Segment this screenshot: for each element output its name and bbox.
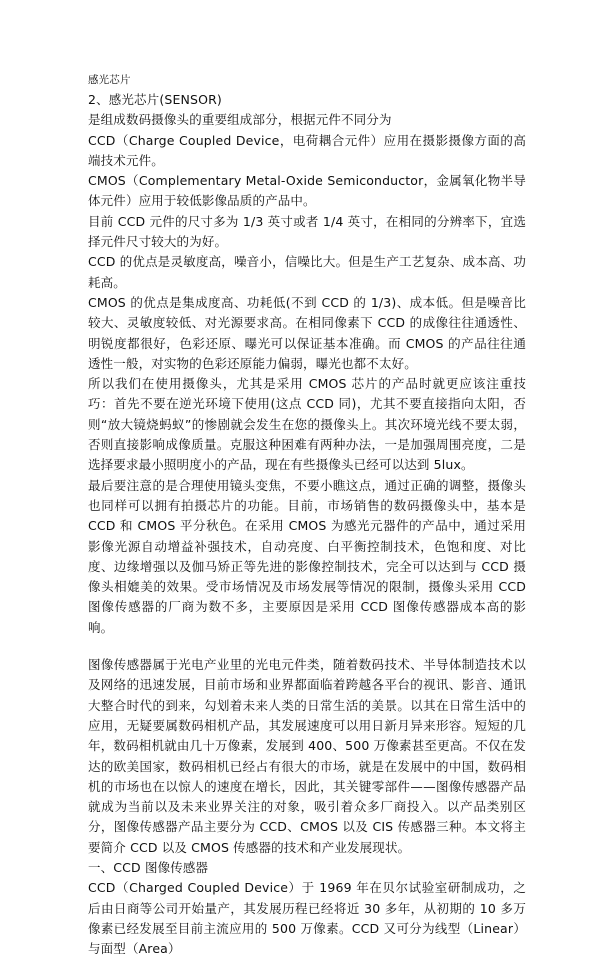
paragraph: 是组成数码摄像头的重要组成部分，根据元件不同分为	[88, 112, 392, 128]
paragraph: 所以我们在使用摄像头，尤其是采用 CMOS 芯片的产品时就更应该注重技巧：首先不要在逆光环境下使用(这点 CCD 同)，尤其不要直接指向太阳，否则“放大镜烧蚂蚁”的惨剧就会发生在您的摄像头上。其次环境光线不要太弱，否则直接影响成像质量。克服这种困难有两种办法，一是加强周围亮度，二是选择要求最小照明度小的产品，现在有些摄像头已经可以达到 5lux。	[88, 376, 526, 473]
paragraph: CCD 的优点是灵敏度高，噪音小，信噪比大。但是生产工艺复杂、成本高、功耗高。	[88, 254, 526, 290]
paragraph: 目前 CCD 元件的尺寸多为 1/3 英寸或者 1/4 英寸，在相同的分辨率下，宜选择元件尺寸较大的为好。	[88, 213, 526, 250]
document-page	[88, 70, 526, 959]
section-heading: 2、感光芯片(SENSOR)	[88, 92, 222, 107]
paragraph: CCD（Charged Coupled Device）于 1969 年在贝尔试验室研制成功，之后由日商等公司开始量产，其发展历程已经将近 30 多年，从初期的 10 多万像素已经发展至目前主流应用的 500 万像素。CCD 又可分为线型（Linear）与面型（Area）	[88, 880, 526, 957]
paragraph: 最后要注意的是合理使用镜头变焦，不要小瞧这点，通过正确的调整，摄像头也同样可以拥有拍摄芯片的功能。目前，市场销售的数码摄像头中，基本是 CCD 和 CMOS 平分秋色。在采用 CMOS 为感光元器件的产品中，通过采用影像光源自动增益补强技术，自动亮度、白平衡控制技术，色饱和度、对比度、边缘增强以及伽马矫正等先进的影像控制技术，完全可以达到与 CCD 摄像头相媲美的效果。受市场情况及市场发展等情况的限制，摄像头采用 CCD 图像传感器的厂商为数不多，主要原因是采用 CCD 图像传感器成本高的影响。	[88, 477, 526, 635]
paragraph: CMOS 的优点是集成度高、功耗低(不到 CCD 的 1/3)、成本低。但是噪音比较大、灵敏度较低、对光源要求高。在相同像素下 CCD 的成像往往通透性、明锐度都很好，色彩还原、曝光可以保证基本准确。而 CMOS 的产品往往通透性一般，对实物的色彩还原能力偏弱，曝光也都不太好。	[88, 294, 526, 371]
section-subheading: 一、CCD 图像传感器	[88, 859, 209, 875]
paragraph: 图像传感器属于光电产业里的光电元件类，随着数码技术、半导体制造技术以及网络的迅速发展，目前市场和业界都面临着跨越各平台的视讯、影音、通讯大整合时代的到来，勾划着未来人类的日常生活的美景。以其在日常生活中的应用，无疑要属数码相机产品，其发展速度可以用日新月异来形容。短短的几年，数码相机就由几十万像素，发展到 400、500 万像素甚至更高。不仅在发达的欧美国家，数码相机已经占有很大的市场，就是在发展中的中国，数码相机的市场也在以惊人的速度在增长，因此，其关键零部件——图像传感器产品就成为当前以及未来业界关注的对象，吸引着众多厂商投入。以产品类别区分，图像传感器产品主要分为 CCD、CMOS 以及 CIS 传感器三种。本文将主要简介 CCD 以及 CMOS 传感器的技术和产业发展现状。	[88, 657, 526, 855]
paragraph: CMOS（Complementary Metal-Oxide Semiconductor，金属氧化物半导体元件）应用于较低影像品质的产品中。	[88, 173, 526, 209]
paragraph-gap	[88, 638, 526, 655]
top-title: 感光芯片	[88, 74, 131, 86]
paragraph: CCD（Charge Coupled Device，电荷耦合元件）应用在摄影摄像方面的高端技术元件。	[88, 132, 526, 168]
